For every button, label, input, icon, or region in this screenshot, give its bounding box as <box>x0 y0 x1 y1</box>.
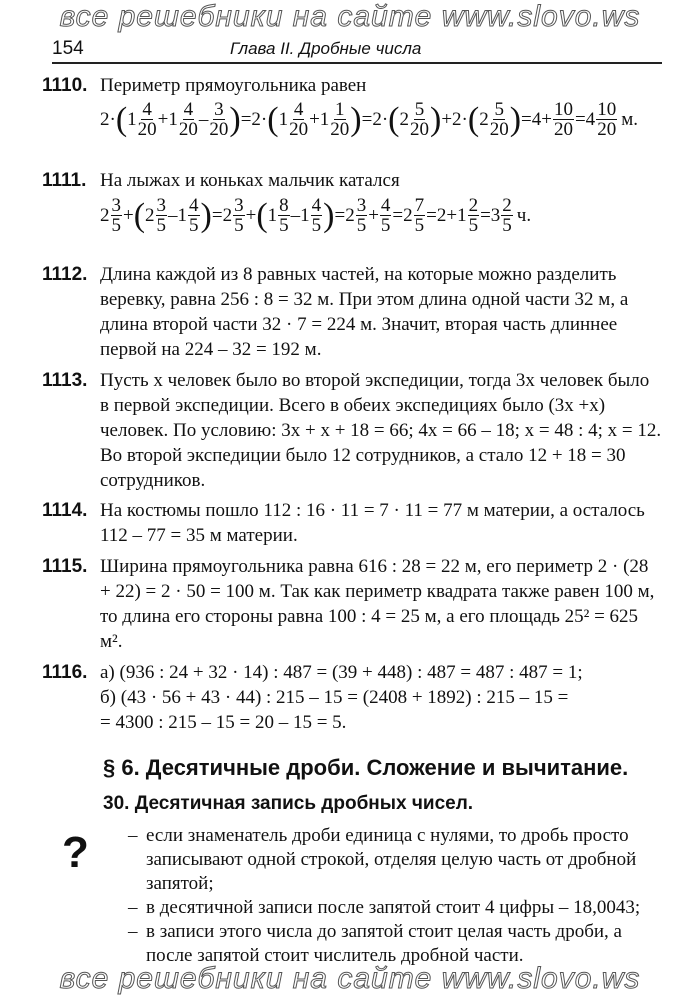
chapter-title: Глава II. Дробные числа <box>230 39 422 58</box>
problem-text: Пусть x человек было во второй экспедиции, тогда 3x человек было в первой экспедиции. Всего в обеих экспедициях было (3x +x) человек. По условию: 3x + x + 18 = 66; 4x = 66 – 18; x = 48 : 4; x = 12. Во второй экспедиции было 12 сотрудников, а стало 12 + 18 = 30 сотрудников. <box>100 370 662 491</box>
formula-1111: 2 $\frac{3}{5}$ + ( 2 $\frac{3}{5}$ – 1 $\frac{4}{5}$ ) = 2 $\frac{3}{5}$ + ( 1 $\frac{8}{5}$ – 1 $\frac{4}{5}$ ) = 2 $\frac{3}{5}$ + $\frac{4}{5}$ = 2 $\frac{7}{5}$ = 2 + 1 $\frac{2}{5}$ = 3 $\frac{2}{5}$ ч. <box>100 195 532 236</box>
question-mark-icon: ? <box>62 828 89 877</box>
problem-text: Длина каждой из 8 равных частей, на которые можно разделить веревку, равна 256 : 8 = 32 м. При этом длина одной части 32 м, а длина второй части 32 · 7 = 224 м. Значит, вторая часть длиннее первой на 224 – 32 = 192 м. <box>100 264 629 360</box>
problem-number: 1112. <box>42 264 88 285</box>
problem-number: 1115. <box>42 556 88 577</box>
problem-text: На костюмы пошло 112 : 16 · 11 = 7 · 11 = 77 м материи, а осталось 112 – 77 = 35 м материи. <box>100 500 645 546</box>
problem-number: 1114. <box>42 500 88 521</box>
problem-1115 <box>42 554 662 654</box>
problem-1112 <box>42 262 662 362</box>
list-item: – в десятичной записи после запятой стоит 4 цифры – 18,0043; <box>128 896 668 920</box>
formula-1110: 2· ( 1 $\frac{4}{20}$ +1 $\frac{4}{20}$ – $\frac{3}{20}$ ) =2· ( 1 $\frac{4}{20}$ +1 $\frac{1}{20}$ ) =2· ( 2 $\frac{5}{20}$ ) +2· ( 2 $\frac{5}{20}$ ) =4+ $\frac{10}{20}$ =4 $\frac{10}{20}$ м. <box>100 99 638 140</box>
problem-1116 <box>42 660 662 735</box>
list-item: – если знаменатель дроби единица с нулями, то дробь просто записывают одной строкой, отделяя целую часть от дробной запятой; <box>128 824 668 896</box>
problem-number: 1111. <box>42 170 87 191</box>
problem-number: 1116. <box>42 662 88 683</box>
section-title: § 6. Десятичные дроби. Сложение и вычитание. <box>103 755 629 780</box>
problem-part-c: = 4300 : 215 – 15 = 20 – 15 = 5. <box>100 712 347 733</box>
problem-number: 1110. <box>42 75 88 96</box>
problem-number: 1113. <box>42 370 88 391</box>
page-header <box>52 36 662 64</box>
problem-part-b: б) (43 · 56 + 43 · 44) : 215 – 15 = (2408 + 1892) : 215 – 15 = <box>100 687 569 708</box>
answer-list <box>128 824 668 968</box>
problem-1111 <box>42 168 662 193</box>
page-number: 154 <box>52 38 84 59</box>
list-item: – в записи этого числа до запятой стоит целая часть дроби, а после запятой стоит числитель дробной части. <box>128 920 668 968</box>
watermark-top: все решебники на сайте www.slovo.ws <box>59 0 641 33</box>
problem-1114 <box>42 498 662 548</box>
problem-part-a: а) (936 : 24 + 32 · 14) : 487 = (39 + 448) : 487 = 487 : 487 = 1; <box>100 662 583 683</box>
subsection-title: 30. Десятичная запись дробных чисел. <box>103 793 474 814</box>
problem-text: На лыжах и коньках мальчик катался <box>100 170 400 191</box>
problem-text: Периметр прямоугольника равен <box>100 75 367 96</box>
problem-text: Ширина прямоугольника равна 616 : 28 = 22 м, его периметр 2 · (28 + 22) = 2 · 50 = 100 м. Так как периметр квадрата также равен 100 м, то длина его стороны равна 100 : 4 = 25 м, а его площадь 25² = 625 м². <box>100 556 655 652</box>
problem-1110 <box>42 73 662 98</box>
watermark-bottom: все решебники на сайте www.slovo.ws <box>59 962 641 995</box>
problem-1113 <box>42 368 662 493</box>
